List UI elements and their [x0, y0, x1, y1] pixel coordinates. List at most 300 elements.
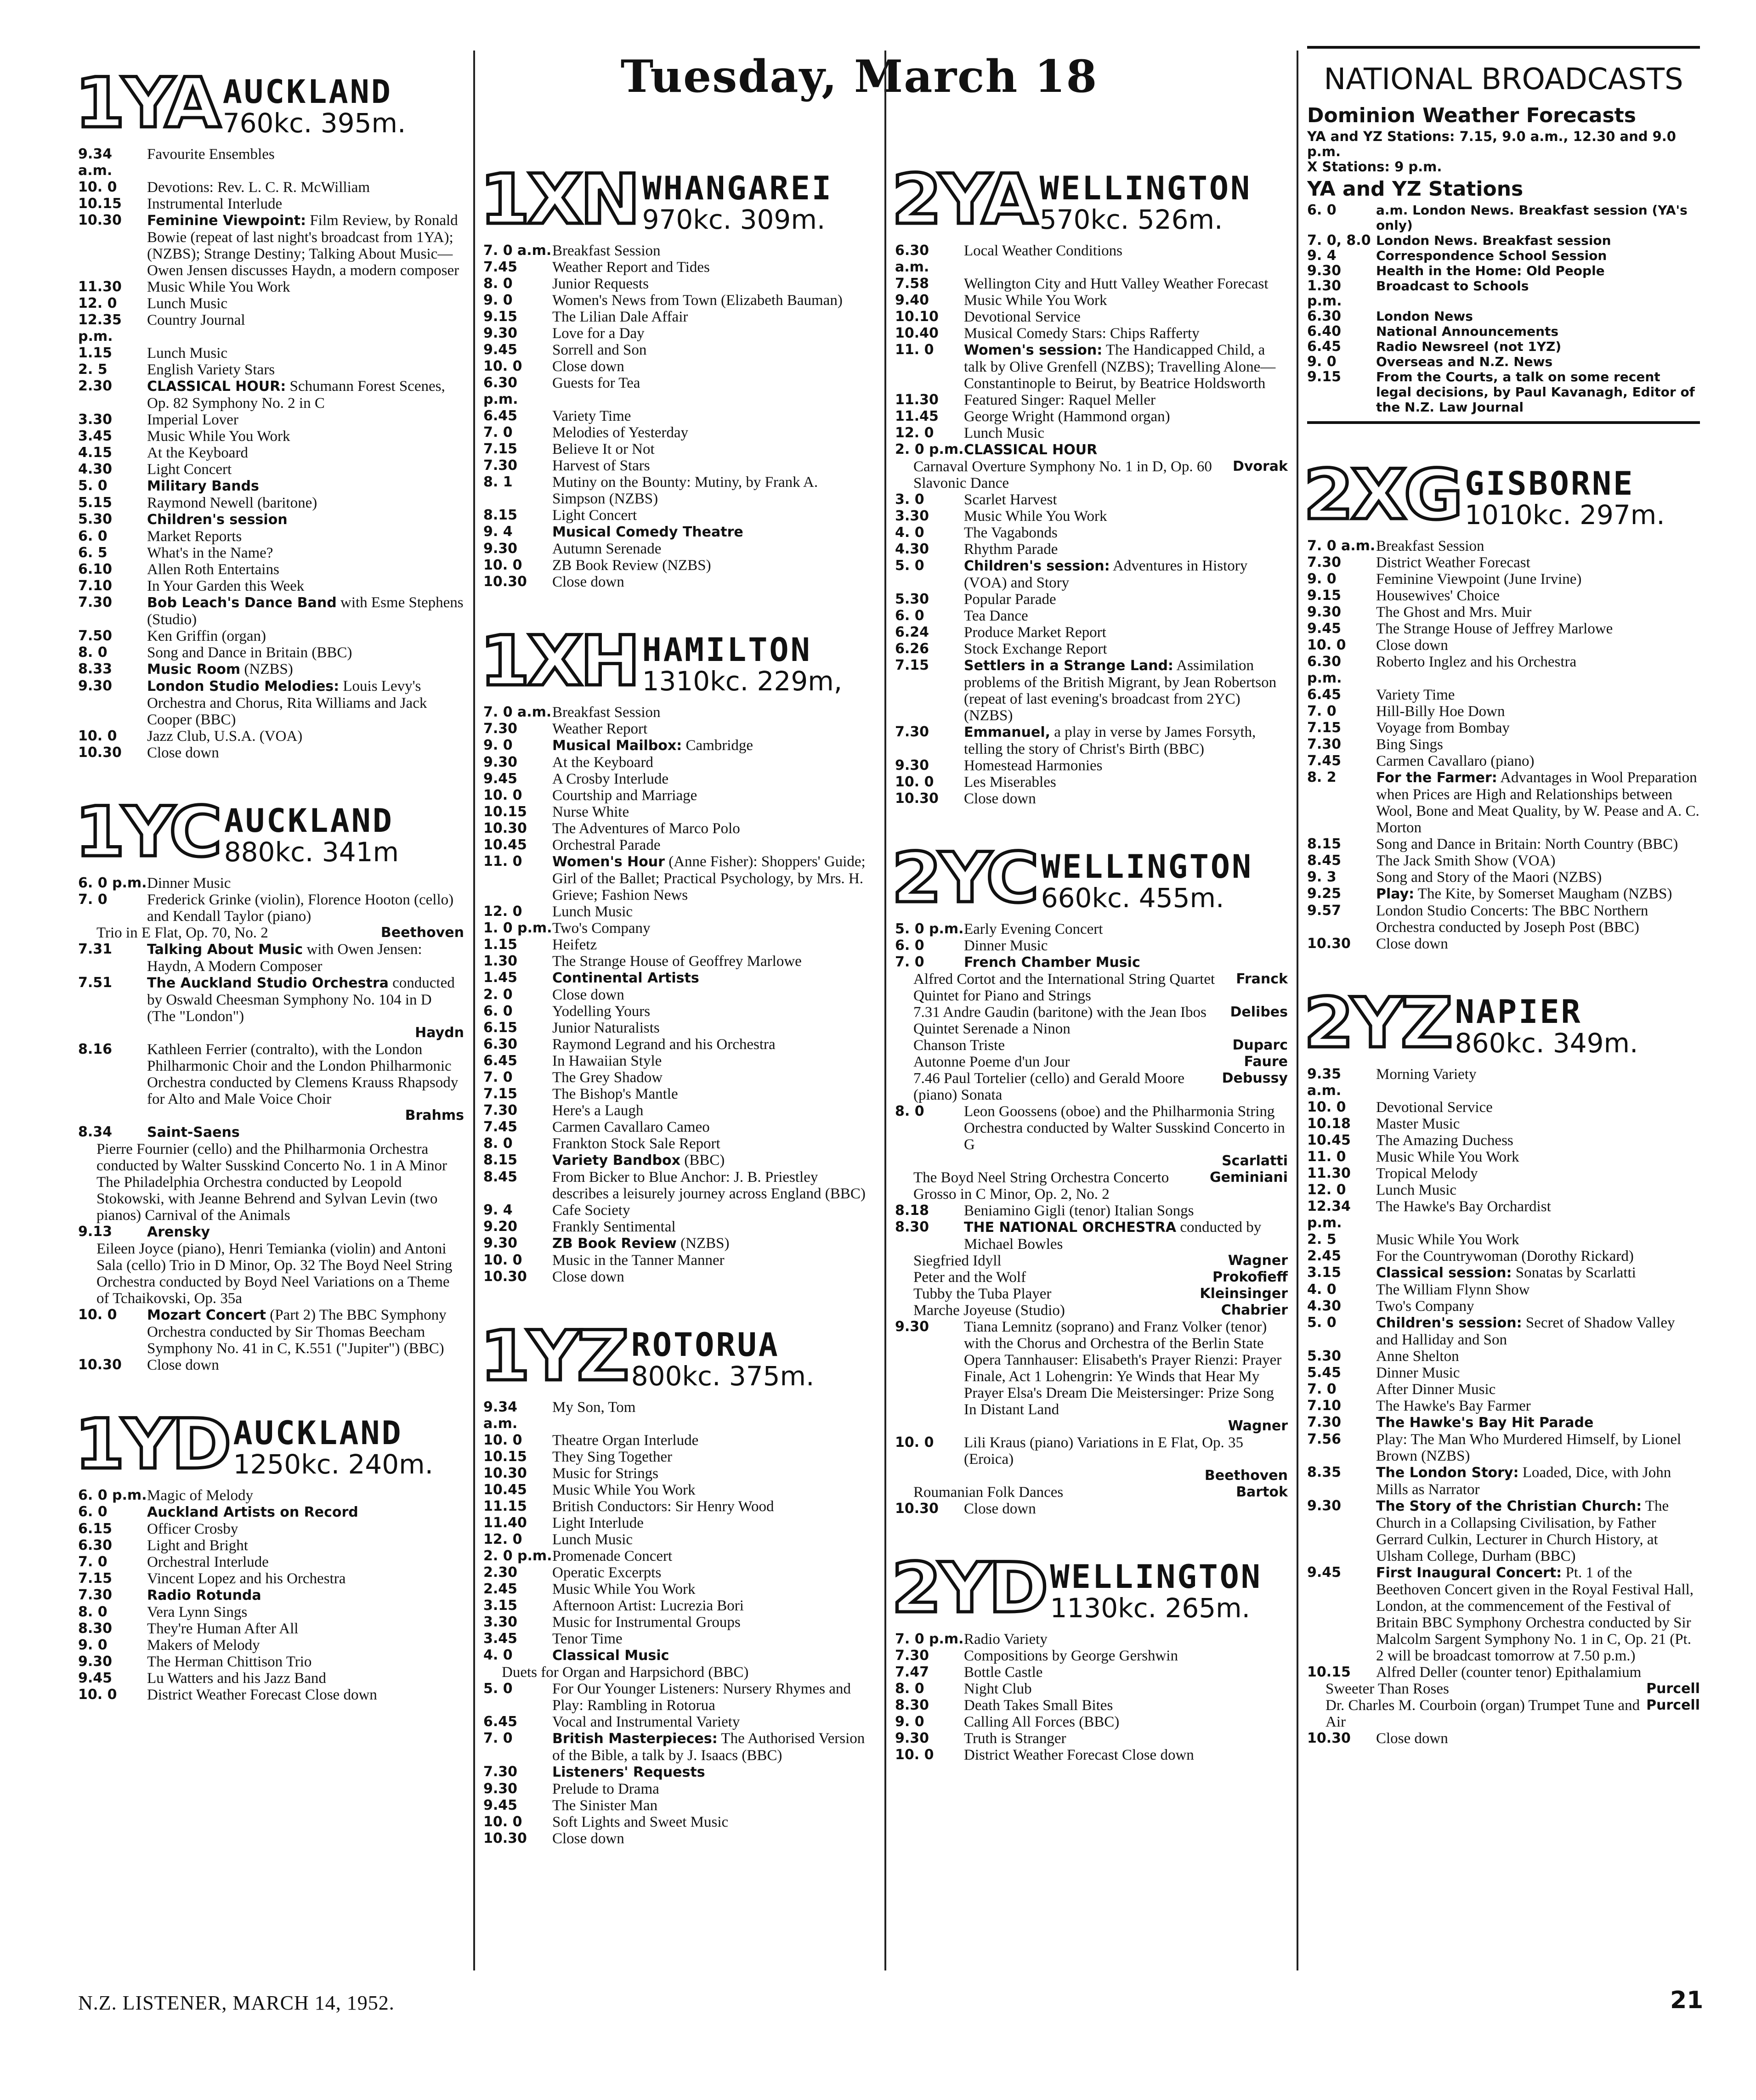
programme-desc: Cambridge: [682, 737, 753, 754]
programme-time: 11.30: [1307, 1165, 1351, 1181]
programme-desc: The Jack Smith Show (VOA): [1376, 852, 1556, 869]
programme-row: [483, 259, 874, 276]
programme-desc: Breakfast Session: [552, 243, 661, 259]
programme-time: 7. 0: [78, 1554, 108, 1570]
programme-time: 9.45: [1307, 1564, 1342, 1581]
programme-text: [552, 1449, 874, 1465]
programme-text: [552, 457, 874, 474]
programme-text: [1376, 1281, 1700, 1298]
programme-row: [895, 425, 1288, 441]
programme-title: Play:: [1376, 886, 1415, 902]
programme-time: 2.45: [1307, 1248, 1342, 1264]
programme-text: [964, 1747, 1288, 1763]
programme-row: [483, 557, 874, 574]
programme-desc: Lunch Music: [964, 425, 1045, 441]
programme-time: 1.15: [483, 937, 518, 953]
programme-desc: (Part 2) The BBC Symphony Orchestra conducted by Sir Thomas Beecham Symphony No. 41 in C, K.551 ("Jupiter") (BBC): [147, 1307, 447, 1357]
programme-time: 9.25: [1307, 886, 1342, 902]
national-time: 9.30: [1307, 263, 1342, 279]
programme-row: [78, 412, 464, 428]
programme-time: 10. 0: [483, 1814, 522, 1830]
programme-time: 10.30: [483, 1269, 527, 1285]
programme-row: [483, 1219, 874, 1235]
programme-text: [964, 1202, 1288, 1219]
programme-time: 3.30: [78, 412, 113, 428]
programme-text: [552, 1399, 874, 1432]
programme-title: London Studio Melodies:: [147, 678, 340, 694]
programme-row: [895, 1319, 1288, 1418]
programme-text: [552, 1714, 874, 1730]
national-row: [1307, 354, 1700, 369]
programme-row: [895, 921, 1288, 937]
programme-time: 4.30: [895, 541, 929, 557]
programme-text: [147, 378, 464, 412]
programme-row: [483, 1169, 874, 1202]
programme-time: 4.15: [78, 445, 113, 461]
programme-desc: Heifetz: [552, 937, 597, 953]
programme-desc: Song and Dance in Britain (BBC): [147, 644, 352, 661]
programme-row: [895, 657, 1288, 724]
programme-desc: Close down: [552, 1269, 624, 1285]
programme-time: 6.24: [895, 624, 929, 640]
programme-work: Siegfried Idyll: [913, 1253, 1002, 1269]
programme-title: British Masterpieces:: [552, 1731, 718, 1747]
programme-desc: Dinner Music: [1376, 1365, 1460, 1381]
programme-desc: Melodies of Yesterday: [552, 424, 689, 441]
programme-text: [552, 292, 874, 309]
programme-title: The Auckland Studio Orchestra: [147, 975, 389, 991]
programme-work: Eileen Joyce (piano), Henri Temianka (violin) and Antoni Sala (cello) Trio in D Minor, Op. 32 The Boyd Neel String Orchestra conducted by Boyd Neel Variations on a Theme of Tchaikovski, Op. 35a: [96, 1241, 453, 1307]
programme-title: CLASSICAL HOUR: [964, 442, 1098, 458]
programme-row: [78, 1554, 464, 1570]
programme-text: [552, 737, 874, 754]
programme-row: [483, 358, 874, 375]
programme-text: [147, 1620, 464, 1637]
programme-time: 7.30: [1307, 1414, 1342, 1430]
programme-desc: At the Keyboard: [147, 445, 248, 461]
national-title: NATIONAL BROADCASTS: [1324, 62, 1683, 96]
programme-title: Saint-Saens: [147, 1124, 240, 1140]
programme-text: [147, 678, 464, 728]
programme-desc: The Bishop's Mantle: [552, 1086, 678, 1102]
programme-row: [1307, 1149, 1700, 1165]
programme-title: French Chamber Music: [964, 954, 1140, 971]
composer: Purcell: [1646, 1697, 1700, 1713]
programme-desc: Carmen Cavallaro (piano): [1376, 753, 1535, 769]
programme-text: [147, 745, 464, 761]
programme-time: 9. 0: [483, 737, 513, 753]
station-info: [1041, 850, 1253, 913]
programme-time: 10. 0: [483, 1252, 522, 1268]
programme-desc: Weather Report and Tides: [552, 259, 710, 276]
programme-subline: [895, 1286, 1288, 1302]
programme-text: [964, 1434, 1288, 1468]
weather-heading: Dominion Weather Forecasts: [1307, 104, 1636, 127]
programme-row: [483, 853, 874, 903]
programme-row: [483, 804, 874, 820]
programme-desc: Schumann Forest Scenes, Op. 82 Symphony No. 2 in C: [147, 378, 445, 412]
programme-text: [552, 1730, 874, 1764]
programme-work: Peter and the Wolf: [913, 1269, 1026, 1286]
programme-time: 10. 0: [1307, 637, 1346, 653]
programme-time: 3.45: [483, 1631, 518, 1647]
programme-desc: At the Keyboard: [552, 754, 653, 771]
programme-desc: Pt. 1 of the Beethoven Concert given in the Royal Festival Hall, London, at the commencement of the Festival of Britain BBC Symphony Orchestra conducted by Sir Malcolm Sargent Symphony No. 1 in C, Op. 21 (Pt. 2 will be broadcast tomorrow at 7.50 p.m.): [1376, 1564, 1694, 1664]
programme-time: 7. 0: [483, 424, 513, 440]
composer: Scarlatti: [1222, 1153, 1288, 1169]
programme-time: 6. 5: [78, 545, 108, 561]
programme-desc: Musical Comedy Stars: Chips Rafferty: [964, 325, 1200, 342]
programme-row: [78, 1307, 464, 1357]
programme-row: [78, 1487, 464, 1504]
programme-text: [964, 441, 1288, 458]
programme-time: 2. 0: [483, 987, 513, 1003]
programme-desc: In Your Garden this Week: [147, 578, 305, 594]
programme-text: [552, 1432, 874, 1449]
programme-desc: Tropical Melody: [1376, 1165, 1478, 1182]
programme-time: 6.30 a.m.: [895, 243, 929, 275]
station-city: AUCKLAND: [224, 802, 394, 840]
programme-time: 7.45: [1307, 753, 1342, 769]
programme-desc: Death Takes Small Bites: [964, 1697, 1113, 1714]
programme-time: 10.10: [895, 309, 939, 325]
programme-desc: The Hawke's Bay Orchardist: [1376, 1198, 1551, 1215]
programme-subline: [483, 1664, 874, 1681]
programme-row: [483, 1564, 874, 1581]
programme-time: 8.16: [78, 1041, 113, 1057]
programme-desc: Music While You Work: [1376, 1231, 1519, 1248]
programme-text: [964, 425, 1288, 441]
programme-time: 10. 0: [483, 358, 522, 374]
programme-row: [78, 428, 464, 445]
programme-desc: Scarlet Harvest: [964, 491, 1057, 508]
composer: Brahms: [405, 1107, 464, 1123]
programme-text: [147, 1504, 464, 1521]
station-info: [1455, 995, 1638, 1058]
programme-desc: Cafe Society: [552, 1202, 630, 1219]
programme-text: [964, 292, 1288, 309]
programme-text: [1376, 1365, 1700, 1381]
programme-time: 8.15: [483, 507, 518, 523]
programme-time: 7. 0: [483, 1730, 513, 1746]
programme-row: [1307, 1281, 1700, 1298]
programme-row: [78, 1537, 464, 1554]
programme-desc: Music While You Work: [964, 508, 1107, 525]
programme-row: [483, 1152, 874, 1169]
programme-title: Emmanuel,: [964, 724, 1050, 740]
programme-row: [78, 361, 464, 378]
programme-desc: Close down: [964, 790, 1036, 807]
programme-time: 7.30: [78, 594, 113, 610]
programme-time: 9. 4: [483, 524, 513, 540]
programme-text: [552, 1598, 874, 1614]
programme-row: [483, 920, 874, 937]
programme-time: 5.30: [78, 511, 113, 527]
programme-row: [483, 820, 874, 837]
programme-row: [895, 1434, 1288, 1468]
programme-row: [483, 1647, 874, 1664]
programme-desc: Magic of Melody: [147, 1487, 253, 1504]
programme-text: [147, 495, 464, 511]
programme-desc: The Strange House of Jeffrey Marlowe: [1376, 621, 1613, 637]
programme-desc: Early Evening Concert: [964, 921, 1103, 937]
programme-text: [147, 212, 464, 279]
programme-title: The Hawke's Bay Hit Parade: [1376, 1415, 1594, 1431]
programme-row: [1307, 1398, 1700, 1414]
programme-row: [895, 276, 1288, 292]
programme-desc: Guests for Tea: [552, 375, 640, 391]
programme-text: [552, 1036, 874, 1053]
programme-desc: Tiana Lemnitz (soprano) and Franz Volker (tenor) with the Chorus and Orchestra of the Berlin State Opera Tannhauser: Elisabeth's Prayer Rienzi: Prayer Finale, Act 1 Lohengrin: Ye Winds that Hear My Prayer Elsa's Dream Die Meistersinger: Prize Song In Distant Land: [964, 1319, 1282, 1418]
programme-title: Feminine Viewpoint:: [147, 213, 306, 229]
programme-subline: [895, 1269, 1288, 1286]
programme-row: [895, 541, 1288, 558]
composer: Kleinsinger: [1200, 1286, 1288, 1302]
station-city: GISBORNE: [1465, 465, 1635, 502]
programme-row: [78, 1687, 464, 1703]
programme-text: [964, 1681, 1288, 1697]
programme-text: [964, 408, 1288, 425]
station-header: [891, 147, 1288, 240]
programme-time: 7.50: [78, 628, 113, 644]
programme-desc: Breakfast Session: [1376, 538, 1484, 554]
programme-subline: [78, 1025, 464, 1041]
programme-row: [483, 1681, 874, 1714]
programme-text: [964, 1219, 1288, 1253]
programme-work: Alfred Cortot and the International String Quartet Quintet for Piano and Strings: [913, 971, 1215, 1004]
programme-work: Trio in E Flat, Op. 70, No. 2: [96, 925, 268, 941]
programme-text: [964, 608, 1288, 624]
programme-title: Children's session: [147, 512, 288, 528]
programme-text: [552, 524, 874, 541]
programme-time: 12.35 p.m.: [78, 312, 122, 344]
station-info: [1050, 1560, 1262, 1623]
programme-row: [1307, 886, 1700, 903]
programme-text: [147, 594, 464, 628]
programme-desc: Junior Naturalists: [552, 1020, 660, 1036]
programme-text: [552, 574, 874, 590]
national-time: 9. 4: [1307, 248, 1337, 264]
programme-time: 6.45: [483, 1714, 518, 1730]
programme-time: 10.18: [1307, 1116, 1351, 1132]
programme-desc: Yodelling Yours: [552, 1003, 651, 1020]
programme-title: ZB Book Review: [552, 1236, 677, 1252]
programme-subline: [1307, 1681, 1700, 1697]
programme-text: [552, 1581, 874, 1598]
programme-row: [1307, 571, 1700, 587]
national-time: 6.40: [1307, 323, 1342, 339]
programme-desc: Devotional Service: [1376, 1099, 1493, 1116]
programme-time: 6. 0: [895, 937, 924, 954]
programme-row: [78, 561, 464, 578]
programme-row: [78, 1654, 464, 1670]
programme-subline: [895, 1054, 1288, 1070]
programme-row: [895, 774, 1288, 790]
programme-time: 10. 0: [78, 1687, 117, 1703]
programme-text: [552, 507, 874, 524]
programme-row: [78, 1670, 464, 1687]
column-3: [891, 142, 1288, 1763]
programme-text: [964, 1697, 1288, 1714]
programme-row: [483, 721, 874, 737]
composer: Franck: [1236, 971, 1288, 987]
programme-row: [483, 1548, 874, 1564]
station-frequency: 880kc. 341m: [224, 836, 399, 868]
programme-time: 6. 0: [78, 1504, 108, 1520]
composer: Beethoven: [1204, 1468, 1288, 1484]
programme-time: 11.30: [78, 279, 122, 295]
programme-desc: Tea Dance: [964, 608, 1028, 624]
programme-time: 10.15: [483, 804, 527, 820]
national-row: [1307, 339, 1700, 354]
programme-work: Marche Joyeuse (Studio): [913, 1302, 1065, 1319]
programme-text: [147, 295, 464, 312]
programme-time: 9. 0: [78, 1637, 108, 1653]
programme-time: 12. 0: [1307, 1182, 1346, 1198]
programme-text: [552, 1631, 874, 1647]
programme-desc: Lu Watters and his Jazz Band: [147, 1670, 326, 1687]
station-info: [233, 1414, 434, 1480]
programme-desc: Devotional Service: [964, 309, 1081, 325]
programme-time: 4. 0: [895, 525, 924, 541]
programme-desc: Frankly Sentimental: [552, 1219, 676, 1235]
programme-time: 10.30: [78, 212, 122, 228]
programme-text: [1376, 1198, 1700, 1231]
page-date-header: Tuesday, March 18: [620, 51, 1098, 102]
programme-time: 7.30: [1307, 736, 1342, 752]
programme-desc: Voyage from Bombay: [1376, 720, 1510, 736]
programme-time: 10.30: [483, 574, 527, 590]
programme-row: [78, 545, 464, 561]
national-text: Radio Newsreel (not 1YZ): [1376, 339, 1562, 354]
programme-text: [147, 1687, 464, 1703]
programme-time: 10.30: [895, 1501, 939, 1517]
programme-desc: Light Concert: [552, 507, 637, 524]
programme-title: The Story of the Christian Church:: [1376, 1498, 1642, 1514]
programme-time: 10.45: [483, 1482, 527, 1498]
programme-time: 9.34 a.m.: [78, 146, 113, 179]
programme-row: [78, 745, 464, 761]
programme-time: 10.30: [483, 1830, 527, 1846]
programme-text: [552, 1252, 874, 1269]
programme-row: [483, 325, 874, 342]
national-time: 6.30: [1307, 308, 1342, 324]
programme-row: [78, 892, 464, 925]
programme-desc: Light Concert: [147, 461, 232, 478]
programme-text: [964, 724, 1288, 757]
programme-row: [1307, 1498, 1700, 1564]
programme-time: 7. 0 p.m.: [895, 1631, 964, 1647]
programme-time: 5.45: [1307, 1365, 1342, 1381]
station-frequency: 860kc. 349m.: [1455, 1027, 1638, 1059]
programme-title: Children's session:: [1376, 1315, 1522, 1331]
programme-desc: Sonatas by Scarlatti: [1512, 1265, 1636, 1281]
programme-time: 9.30: [78, 678, 113, 694]
programme-row: [895, 243, 1288, 276]
programme-text: [147, 892, 464, 925]
programme-time: 6. 0: [483, 1003, 513, 1019]
programme-desc: conducted by Michael Bowles: [964, 1219, 1262, 1253]
programme-row: [483, 1399, 874, 1432]
programme-desc: Alfred Deller (counter tenor) Epithalamium: [1376, 1664, 1642, 1681]
national-row: [1307, 309, 1700, 324]
programme-text: [147, 545, 464, 561]
programme-desc: The Strange House of Geoffrey Marlowe: [552, 953, 802, 970]
programme-text: [552, 1797, 874, 1814]
programme-text: [552, 342, 874, 358]
station-frequency: 660kc. 455m.: [1041, 882, 1224, 914]
programme-time: 11.15: [483, 1498, 527, 1514]
programme-text: [552, 787, 874, 804]
programme-time: 7.15: [895, 657, 929, 673]
programme-time: 12. 0: [483, 1531, 522, 1547]
programme-time: 10. 0: [895, 1434, 934, 1451]
programme-row: [78, 295, 464, 312]
composer: Wagner: [1228, 1418, 1288, 1434]
station-header: [891, 825, 1288, 918]
programme-work: Sweeter Than Roses: [1325, 1681, 1449, 1697]
programme-desc: Officer Crosby: [147, 1521, 238, 1537]
programme-time: 10.45: [483, 837, 527, 853]
programme-desc: Lili Kraus (piano) Variations in E Flat, Op. 35 (Eroica): [964, 1434, 1243, 1468]
programme-time: 10. 0: [78, 728, 117, 744]
programme-row: [483, 243, 874, 259]
programme-desc: Tenor Time: [552, 1631, 623, 1647]
programme-row: [78, 445, 464, 461]
programme-time: 9.30: [78, 1654, 113, 1670]
programme-desc: District Weather Forecast: [1376, 554, 1530, 571]
programme-row: [483, 541, 874, 557]
programme-time: 7. 0 a.m.: [483, 704, 552, 720]
programme-time: 10. 0: [1307, 1099, 1346, 1115]
programme-text: [1376, 1066, 1700, 1099]
programme-row: [1307, 1231, 1700, 1248]
programme-time: 3.15: [483, 1598, 518, 1614]
programme-desc: The Grey Shadow: [552, 1069, 663, 1086]
programme-desc: Music While You Work: [147, 279, 290, 295]
programme-desc: Bottle Castle: [964, 1664, 1043, 1681]
programme-row: [483, 1531, 874, 1548]
composer: Purcell: [1646, 1681, 1700, 1697]
programme-title: Women's session:: [964, 342, 1103, 358]
station-header: [74, 1392, 464, 1485]
programme-time: 2. 0 p.m.: [895, 441, 964, 457]
national-row: [1307, 278, 1700, 309]
programme-text: [552, 1003, 874, 1020]
programme-text: [552, 1498, 874, 1515]
programme-desc: The Church in a Collapsing Civilisation, by Father Gerrard Culkin, Lecturer in Church History, at Ulsham College, Durham (BBC): [1376, 1498, 1669, 1564]
programme-row: [1307, 1116, 1700, 1132]
programme-work: Tubby the Tuba Player: [913, 1286, 1052, 1302]
programme-time: 10. 0: [483, 557, 522, 573]
programme-title: First Inaugural Concert:: [1376, 1565, 1562, 1581]
programme-text: [552, 358, 874, 375]
programme-text: [1376, 869, 1700, 886]
programme-desc: Lunch Music: [552, 1531, 633, 1548]
programme-text: [147, 1521, 464, 1537]
programme-time: 7. 0: [895, 954, 924, 970]
programme-row: [1307, 736, 1700, 753]
programme-desc: Carmen Cavallaro Cameo: [552, 1119, 710, 1135]
programme-text: [552, 1219, 874, 1235]
programme-desc: Lunch Music: [147, 295, 228, 312]
programme-desc: Master Music: [1376, 1116, 1460, 1132]
programme-work: Pierre Fournier (cello) and the Philharmonia Orchestra conducted by Walter Susskind Concerto No. 1 in A Minor The Philadelphia Orchestra conducted by Leopold Stokowski, with Jeanne Behrend and Sylvan Levin (two pianos) Carnival of the Animals: [96, 1141, 447, 1224]
programme-text: [552, 1814, 874, 1830]
programme-subline: [895, 1169, 1288, 1202]
programme-text: [552, 557, 874, 574]
programme-row: [1307, 1315, 1700, 1348]
